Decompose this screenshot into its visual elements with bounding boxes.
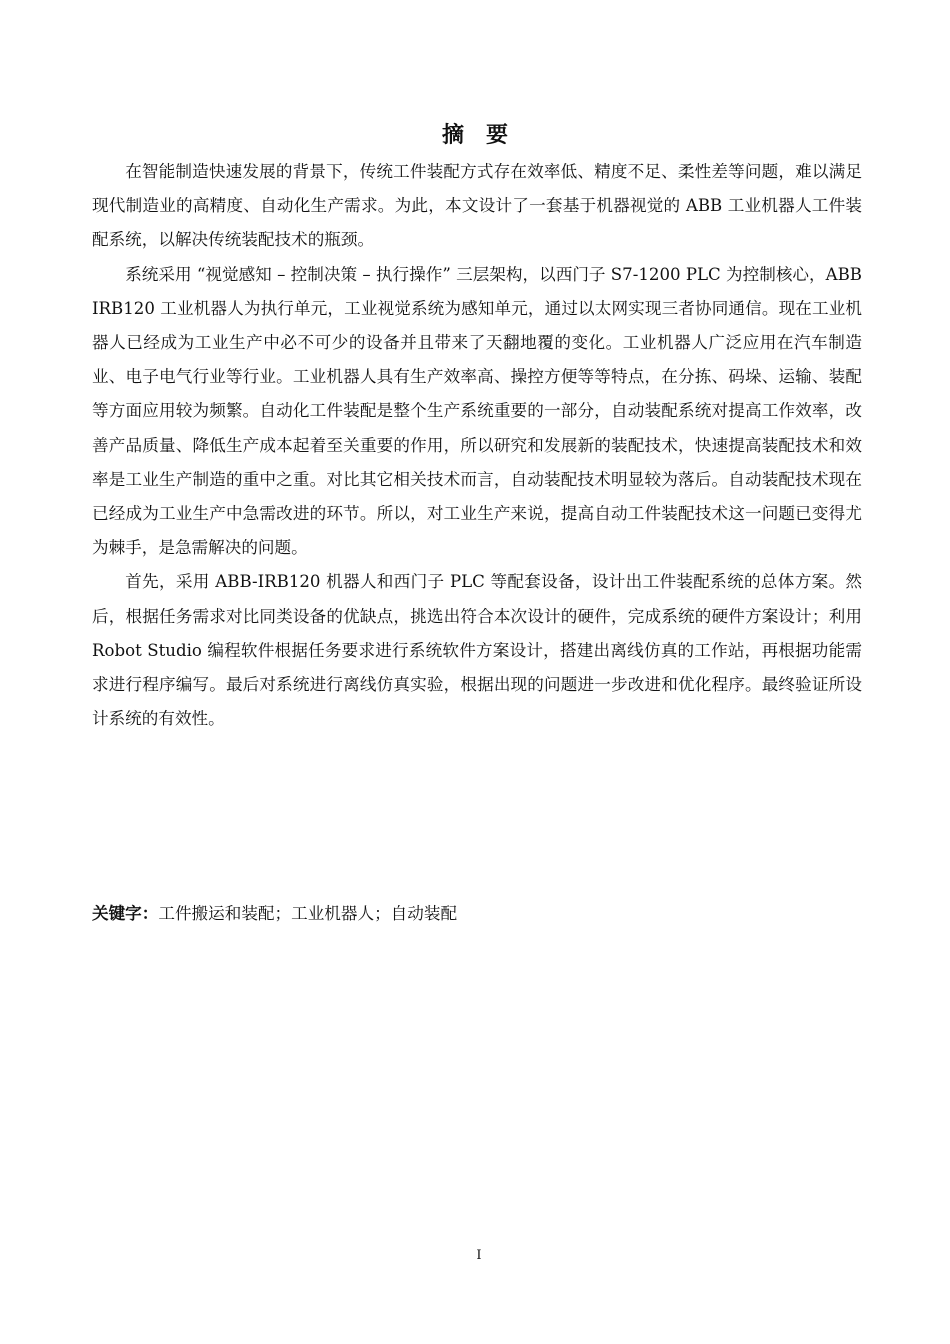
- page-number: I: [476, 1248, 482, 1263]
- abstract-paragraph-1: 在智能制造快速发展的背景下，传统工件装配方式存在效率低、精度不足、柔性差等问题，难以满足现代制造业的高精度、自动化生产需求。为此，本文设计了一套基于机器视觉的 ABB 工业机器人工件装配系统，以解决传统装配技术的瓶颈。: [92, 162, 862, 250]
- abstract-body: [92, 155, 862, 736]
- abstract-paragraph-2: 系统采用 “视觉感知 – 控制决策 – 执行操作” 三层架构，以西门子 S7-1200 PLC 为控制核心，ABB IRB120 工业机器人为执行单元，工业视觉系统为感知单元，通过以太网实现三者协同通信。现在工业机器人已经成为工业生产中必不可少的设备并且带来了天翻地覆的变化。工业机器人广泛应用在汽车制造业、电子电气行业等行业。工业机器人具有生产效率高、操控方便等等特点，在分拣、码垛、运输、装配等方面应用较为频繁。自动化工件装配是整个生产系统重要的一部分，自动装配系统对提高工作效率，改善产品质量、降低生产成本起着至关重要的作用，所以研究和发展新的装配技术，快速提高装配技术和效率是工业生产制造的重中之重。对比其它相关技术而言，自动装配技术明显较为落后。自动装配技术现在已经成为工业生产中急需改进的环节。所以，对工业生产来说，提高自动工件装配技术这一问题已变得尤为棘手，是急需解决的问题。: [92, 264, 862, 558]
- abstract-title: 摘要: [441, 123, 530, 148]
- keywords-text: 工件搬运和装配；工业机器人；自动装配: [158, 904, 458, 923]
- abstract-paragraph-3: 首先，采用 ABB-IRB120 机器人和西门子 PLC 等配套设备，设计出工件装配系统的总体方案。然后，根据任务需求对比同类设备的优缺点，挑选出符合本次设计的硬件，完成系统的硬件方案设计；利用 Robot Studio 编程软件根据任务要求进行系统软件方案设计，搭建出离线仿真的工作站，再根据功能需求进行程序编写。最后对系统进行离线仿真实验，根据出现的问题进一步改进和优化程序。最终验证所设计系统的有效性。: [92, 572, 862, 729]
- keywords-label: 关键字：: [92, 904, 159, 923]
- keywords-line: [92, 898, 862, 930]
